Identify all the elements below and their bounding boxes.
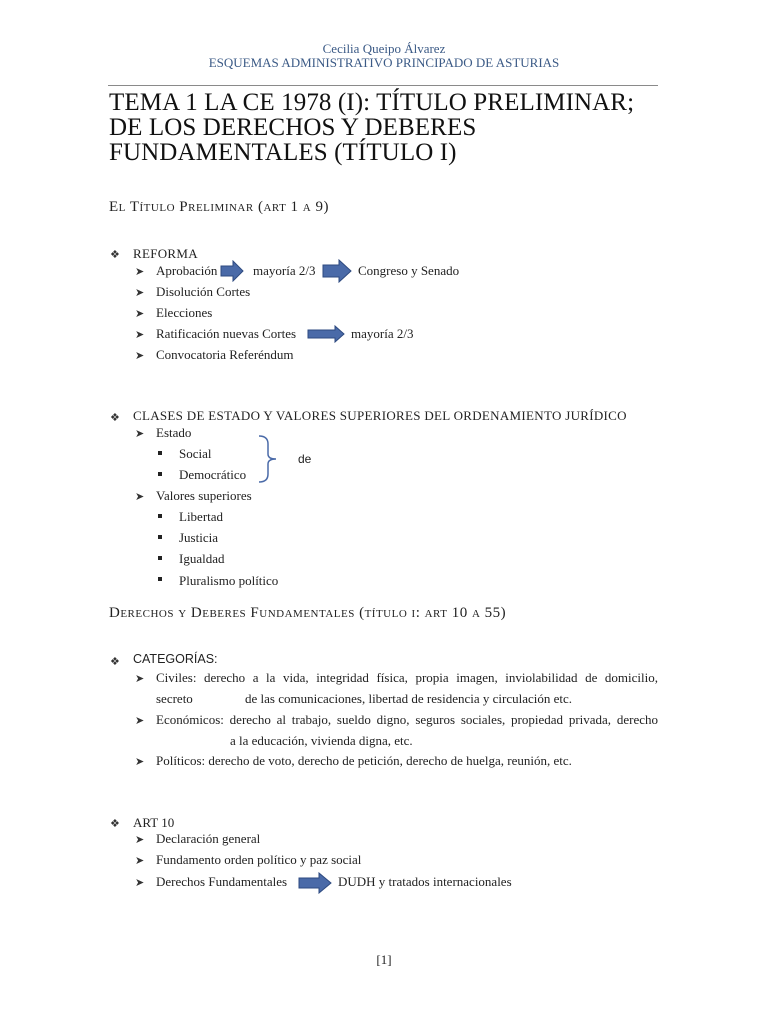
clases-de: de xyxy=(298,452,312,466)
arrowhead-bullet-icon: ➤ xyxy=(135,756,145,768)
section-heading-titulo-preliminar: El Título Preliminar (art 1 a 9) xyxy=(109,199,329,215)
arrowhead-bullet-icon: ➤ xyxy=(135,428,145,440)
square-bullet-icon xyxy=(158,535,162,539)
arrowhead-bullet-icon: ➤ xyxy=(135,834,145,846)
header-subtitle: ESQUEMAS ADMINISTRATIVO PRINCIPADO DE ASTURIAS xyxy=(208,55,560,70)
square-bullet-icon xyxy=(158,514,162,518)
right-arrow-icon xyxy=(298,872,332,894)
arrowhead-bullet-icon: ➤ xyxy=(135,350,145,362)
art10-label: ART 10 xyxy=(133,815,175,830)
right-arrow-icon xyxy=(307,325,345,343)
reforma-referendum: Convocatoria Referéndum xyxy=(156,347,294,362)
section-heading-derechos-deberes: Derechos y Deberes Fundamentales (título i: art 10 a 55) xyxy=(109,605,507,621)
reforma-mayoria-2: mayoría 2/3 xyxy=(351,326,414,341)
arrowhead-bullet-icon: ➤ xyxy=(135,308,145,320)
arrowhead-bullet-icon: ➤ xyxy=(135,673,145,685)
art10-declaracion: Declaración general xyxy=(156,831,261,846)
arrowhead-bullet-icon: ➤ xyxy=(135,329,145,341)
square-bullet-icon xyxy=(158,556,162,560)
right-arrow-icon xyxy=(220,260,244,282)
reforma-congreso: Congreso y Senado xyxy=(358,263,460,278)
page-title: TEMA 1 LA CE 1978 (I): TÍTULO PRELIMINAR; DE LOS DERECHOS Y DEBERES FUNDAMENTALES (TÍTULO I) xyxy=(109,89,635,166)
categoria-economicos-line2: a la educación, vivienda digna, etc. xyxy=(230,733,413,748)
reforma-label: REFORMA xyxy=(133,246,198,261)
arrowhead-bullet-icon: ➤ xyxy=(135,266,145,278)
clases-estado: Estado xyxy=(156,425,192,440)
arrowhead-bullet-icon: ➤ xyxy=(135,855,145,867)
arrowhead-bullet-icon: ➤ xyxy=(135,877,145,889)
clases-social: Social xyxy=(179,446,212,461)
valor-pluralismo: Pluralismo político xyxy=(179,573,279,588)
reforma-elecciones: Elecciones xyxy=(156,305,213,320)
valor-justicia: Justicia xyxy=(179,530,218,545)
clases-label: CLASES DE ESTADO Y VALORES SUPERIORES DEL ORDENAMIENTO JURÍDICO xyxy=(133,408,627,423)
reforma-mayoria: mayoría 2/3 xyxy=(253,263,316,278)
reforma-disolucion: Disolución Cortes xyxy=(156,284,251,299)
curly-brace-icon xyxy=(256,434,282,484)
arrowhead-bullet-icon: ➤ xyxy=(135,491,145,503)
clases-democratico: Democrático xyxy=(179,467,247,482)
categoria-economicos-line1: Económicos: derecho al trabajo, sueldo digno, seguros sociales, propiedad privada, derecho xyxy=(156,712,658,727)
categoria-civiles-line1: Civiles: derecho a la vida, integridad física, propia imagen, inviolabilidad de domicilio, xyxy=(156,670,658,685)
header-author: Cecilia Queipo Álvarez xyxy=(322,41,446,56)
art10-dudh: DUDH y tratados internacionales xyxy=(338,874,512,889)
diamond-bullet-icon: ❖ xyxy=(110,818,120,830)
diamond-bullet-icon: ❖ xyxy=(110,656,120,668)
square-bullet-icon xyxy=(158,472,162,476)
reforma-ratificacion: Ratificación nuevas Cortes xyxy=(156,326,297,341)
arrowhead-bullet-icon: ➤ xyxy=(135,715,145,727)
categoria-civiles-secreto: secreto xyxy=(156,691,193,706)
categorias-label: CATEGORÍAS: xyxy=(133,652,218,666)
art10-derechos: Derechos Fundamentales xyxy=(156,874,288,889)
square-bullet-icon xyxy=(158,577,162,581)
art10-fundamento: Fundamento orden político y paz social xyxy=(156,852,362,867)
square-bullet-icon xyxy=(158,451,162,455)
categoria-civiles-line2: de las comunicaciones, libertad de residencia y circulación etc. xyxy=(245,691,573,706)
header-rule xyxy=(108,85,658,86)
arrowhead-bullet-icon: ➤ xyxy=(135,287,145,299)
diamond-bullet-icon: ❖ xyxy=(110,412,120,424)
right-arrow-icon xyxy=(322,259,352,283)
clases-valores: Valores superiores xyxy=(156,488,252,503)
reforma-aprobacion: Aprobación xyxy=(156,263,218,278)
categoria-politicos: Políticos: derecho de voto, derecho de petición, derecho de huelga, reunión, etc. xyxy=(156,753,572,768)
page-number: [1] xyxy=(376,952,392,967)
diamond-bullet-icon: ❖ xyxy=(110,249,120,261)
valor-igualdad: Igualdad xyxy=(179,551,225,566)
valor-libertad: Libertad xyxy=(179,509,224,524)
